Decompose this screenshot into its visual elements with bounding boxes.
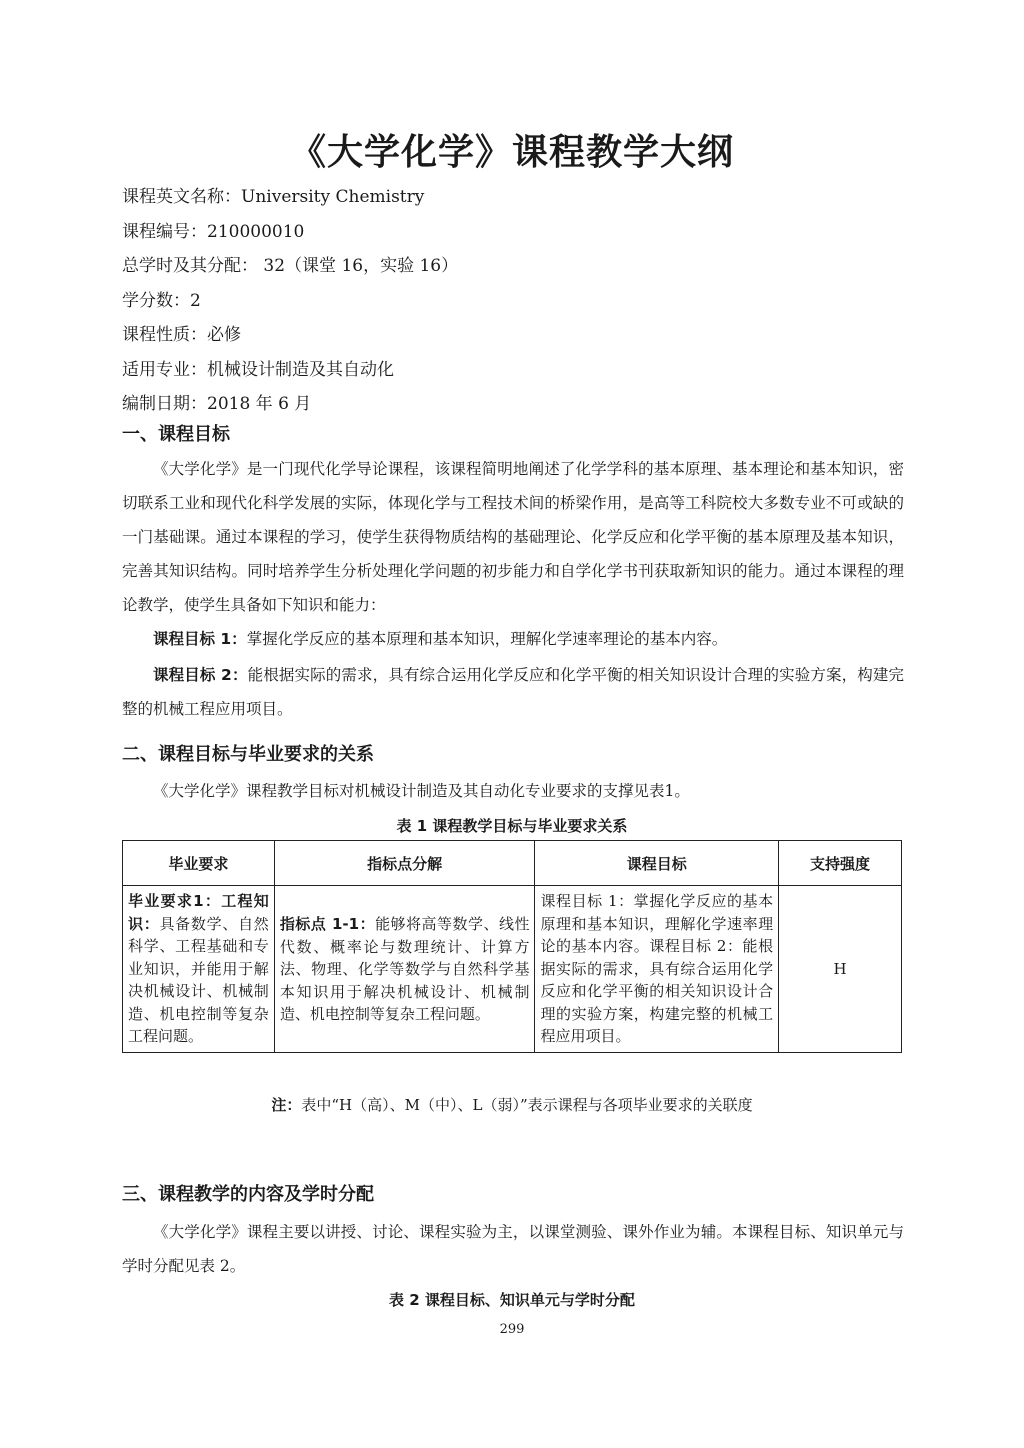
note-text: 表中“H（高）、M（中）、L（弱）”表示课程与各项毕业要求的关联度 <box>301 1096 753 1114</box>
goal2-text: 能根据实际的需求，具有综合运用化学反应和化学平衡的相关知识设计合理的实验方案，构建完整的机械工程应用项目。 <box>122 666 904 718</box>
requirement-text: 具备数学、自然科学、工程基础和专业知识，并能用于解决机械设计、机械制造、机电控制等复杂工程问题。 <box>128 914 269 1045</box>
section1-heading: 一、课程目标 <box>122 424 230 445</box>
table-header-row <box>123 841 902 886</box>
meta-hours: 总学时及其分配： 32（课堂 16，实验 16） <box>122 256 459 276</box>
table1-note <box>0 1094 1024 1115</box>
meta-credits: 学分数：2 <box>122 290 201 311</box>
goal2-label: 课程目标 2： <box>153 666 248 684</box>
course-goal-2 <box>122 658 904 726</box>
section3-intro: 《大学化学》课程主要以讲授、讨论、课程实验为主，以课堂测验、课外作业为辅。本课程目标、知识单元与学时分配见表 2。 <box>122 1223 904 1275</box>
cell-strength: H <box>779 886 902 1053</box>
meta-english-name: 课程英文名称：University Chemistry <box>122 187 425 207</box>
header-strength: 支持强度 <box>779 841 902 886</box>
section2-intro: 《大学化学》课程教学目标对机械设计制造及其自动化专业要求的支撑见表1。 <box>153 782 690 800</box>
meta-course-code: 课程编号：210000010 <box>122 221 305 242</box>
section1-intro: 《大学化学》是一门现代化学导论课程，该课程简明地阐述了化学学科的基本原理、基本理论和基本知识，密切联系工业和现代化科学发展的实际，体现化学与工程技术间的桥梁作用，是高等工科院校大多数专业不可或缺的一门基础课。通过本课程的学习，使学生获得物质结构的基础理论、化学反应和化学平衡的基本原理及基本知识，完善其知识结构。同时培养学生分析处理化学问题的初步能力和自学化学书刊获取新知识的能力。通过本课程的理论教学，使学生具备如下知识和能力： <box>122 460 904 614</box>
requirements-table <box>122 840 902 1053</box>
table1-caption: 表 1 课程教学目标与毕业要求关系 <box>396 817 628 835</box>
note-label: 注： <box>271 1096 302 1114</box>
table-row <box>123 886 902 1053</box>
cell-indicator <box>274 886 535 1053</box>
section3-heading: 三、课程教学的内容及学时分配 <box>122 1184 374 1205</box>
goal1-text: 掌握化学反应的基本原理和基本知识，理解化学速率理论的基本内容。 <box>246 630 728 648</box>
section2-heading: 二、课程目标与毕业要求的关系 <box>122 744 374 765</box>
header-requirement: 毕业要求 <box>123 841 275 886</box>
indicator-label: 指标点 1-1： <box>279 915 376 933</box>
page-number: 299 <box>499 1322 525 1337</box>
cell-course-goals: 课程目标 1：掌握化学反应的基本原理和基本知识，理解化学速率理论的基本内容。课程目标 2：能根据实际的需求，具有综合运用化学反应和化学平衡的相关知识设计合理的实验方案，构建完整的机械工程应用项目。 <box>535 886 779 1053</box>
header-indicator: 指标点分解 <box>274 841 535 886</box>
goal1-label: 课程目标 1： <box>153 630 247 648</box>
meta-date: 编制日期：2018 年 6 月 <box>122 394 312 414</box>
header-course-goal: 课程目标 <box>535 841 779 886</box>
cell-requirement <box>123 886 275 1053</box>
meta-course-type: 课程性质：必修 <box>122 325 241 345</box>
page-title: 《大学化学》课程教学大纲 <box>289 132 734 173</box>
table2-caption: 表 2 课程目标、知识单元与学时分配 <box>389 1291 635 1309</box>
course-meta <box>122 180 458 422</box>
course-goal-1 <box>122 622 904 656</box>
requirement-label: 毕业要求1：工程知识： <box>128 892 269 933</box>
meta-major: 适用专业：机械设计制造及其自动化 <box>122 359 394 380</box>
indicator-text: 能够将高等数学、线性代数、概率论与数理统计、计算方法、物理、化学等数学与自然科学基本知识用于解决机械设计、机械制造、机电控制等复杂工程问题。 <box>279 915 530 1023</box>
